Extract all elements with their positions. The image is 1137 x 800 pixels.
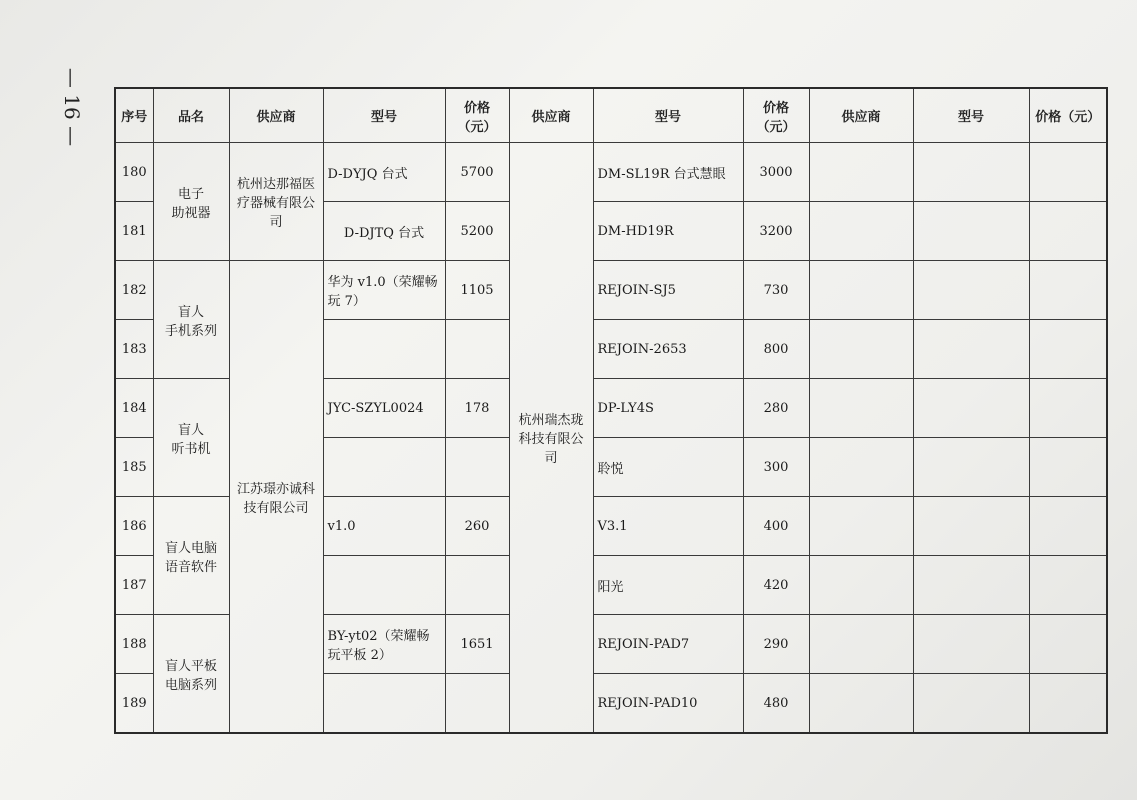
product-name: 盲人电脑 语音软件: [164, 540, 217, 575]
product-name: 盲人 听书机: [171, 422, 211, 457]
table-row: [115, 261, 1107, 320]
model-cell: v1.0: [323, 497, 445, 556]
header-seq: 序号: [115, 88, 153, 143]
product-cell: [153, 261, 229, 379]
model-cell: [323, 556, 445, 615]
price-cell: 5200: [445, 202, 509, 261]
product-cell: [153, 615, 229, 734]
model-cell: D-DJTQ 台式: [323, 202, 445, 261]
header-supplier-2: 供应商: [509, 88, 593, 143]
price-cell-2: 290: [743, 615, 809, 674]
model-cell-2: REJOIN-PAD7: [593, 615, 743, 674]
seq-cell: 186: [115, 497, 153, 556]
header-model-2: 型号: [593, 88, 743, 143]
empty-cell: [1029, 615, 1107, 674]
model-cell: D-DYJQ 台式: [323, 143, 445, 202]
header-supplier-3: 供应商: [809, 88, 913, 143]
empty-cell: [809, 202, 913, 261]
model-cell-2: V3.1: [593, 497, 743, 556]
empty-cell: [809, 320, 913, 379]
model-cell: JYC-SZYL0024: [323, 379, 445, 438]
price-cell-2: 730: [743, 261, 809, 320]
seq-cell: 182: [115, 261, 153, 320]
seq-cell: 187: [115, 556, 153, 615]
empty-cell: [809, 615, 913, 674]
empty-cell: [1029, 674, 1107, 734]
seq-cell: 183: [115, 320, 153, 379]
header-price-3: 价格（元）: [1029, 88, 1107, 143]
model-cell: BY-yt02（荣耀畅玩平板 2）: [323, 615, 445, 674]
empty-cell: [913, 615, 1029, 674]
empty-cell: [809, 674, 913, 734]
empty-cell: [1029, 261, 1107, 320]
empty-cell: [809, 497, 913, 556]
empty-cell: [809, 143, 913, 202]
price-cell: 1105: [445, 261, 509, 320]
seq-cell: 184: [115, 379, 153, 438]
seq-cell: 188: [115, 615, 153, 674]
price-cell-2: 280: [743, 379, 809, 438]
empty-cell: [1029, 320, 1107, 379]
product-name: 盲人 手机系列: [164, 304, 217, 339]
price-table: [114, 87, 1108, 734]
page-number: [52, 67, 92, 147]
model-cell-2: REJOIN-2653: [593, 320, 743, 379]
model-cell: [323, 674, 445, 734]
empty-cell: [1029, 438, 1107, 497]
supplier-cell-2: 杭州瑞杰珑科技有限公司: [509, 143, 593, 734]
model-cell-2: REJOIN-SJ5: [593, 261, 743, 320]
product-name: 电子 助视器: [171, 186, 211, 221]
empty-cell: [1029, 497, 1107, 556]
price-cell: [445, 438, 509, 497]
model-cell-2: REJOIN-PAD10: [593, 674, 743, 734]
empty-cell: [1029, 202, 1107, 261]
header-row: [115, 88, 1107, 143]
product-cell: [153, 379, 229, 497]
model-cell: 华为 v1.0（荣耀畅玩 7）: [323, 261, 445, 320]
price-cell-2: 420: [743, 556, 809, 615]
model-cell-2: DP-LY4S: [593, 379, 743, 438]
empty-cell: [913, 497, 1029, 556]
price-cell: [445, 556, 509, 615]
empty-cell: [913, 556, 1029, 615]
header-supplier-1: 供应商: [229, 88, 323, 143]
price-cell: [445, 674, 509, 734]
model-cell-2: DM-HD19R: [593, 202, 743, 261]
model-cell: [323, 438, 445, 497]
model-cell: [323, 320, 445, 379]
header-product: 品名: [153, 88, 229, 143]
header-model-1: 型号: [323, 88, 445, 143]
price-cell-2: 400: [743, 497, 809, 556]
price-cell: [445, 320, 509, 379]
model-cell-2: DM-SL19R 台式慧眼: [593, 143, 743, 202]
page-number-text: — 16 —: [60, 67, 85, 147]
empty-cell: [1029, 143, 1107, 202]
table-row: [115, 143, 1107, 202]
seq-cell: 185: [115, 438, 153, 497]
supplier-cell: 杭州达那福医疗器械有限公司: [229, 143, 323, 261]
model-cell-2: 聆悦: [593, 438, 743, 497]
empty-cell: [913, 202, 1029, 261]
product-cell: [153, 497, 229, 615]
seq-cell: 180: [115, 143, 153, 202]
empty-cell: [913, 674, 1029, 734]
empty-cell: [913, 438, 1029, 497]
seq-cell: 181: [115, 202, 153, 261]
price-cell-2: 3200: [743, 202, 809, 261]
empty-cell: [913, 143, 1029, 202]
price-cell-2: 300: [743, 438, 809, 497]
empty-cell: [913, 320, 1029, 379]
empty-cell: [809, 379, 913, 438]
product-cell: [153, 143, 229, 261]
price-cell-2: 800: [743, 320, 809, 379]
model-cell-2: 阳光: [593, 556, 743, 615]
header-price-2: 价格（元）: [743, 88, 809, 143]
empty-cell: [1029, 379, 1107, 438]
empty-cell: [809, 261, 913, 320]
header-price-1: 价格（元）: [445, 88, 509, 143]
price-cell-2: 3000: [743, 143, 809, 202]
empty-cell: [809, 438, 913, 497]
empty-cell: [1029, 556, 1107, 615]
price-cell: 260: [445, 497, 509, 556]
empty-cell: [809, 556, 913, 615]
price-cell: 178: [445, 379, 509, 438]
seq-cell: 189: [115, 674, 153, 734]
supplier-cell: 江苏璟亦诚科技有限公司: [229, 261, 323, 734]
empty-cell: [913, 261, 1029, 320]
header-model-3: 型号: [913, 88, 1029, 143]
product-name: 盲人平板 电脑系列: [164, 658, 217, 693]
price-cell: 1651: [445, 615, 509, 674]
price-cell: 5700: [445, 143, 509, 202]
price-cell-2: 480: [743, 674, 809, 734]
empty-cell: [913, 379, 1029, 438]
